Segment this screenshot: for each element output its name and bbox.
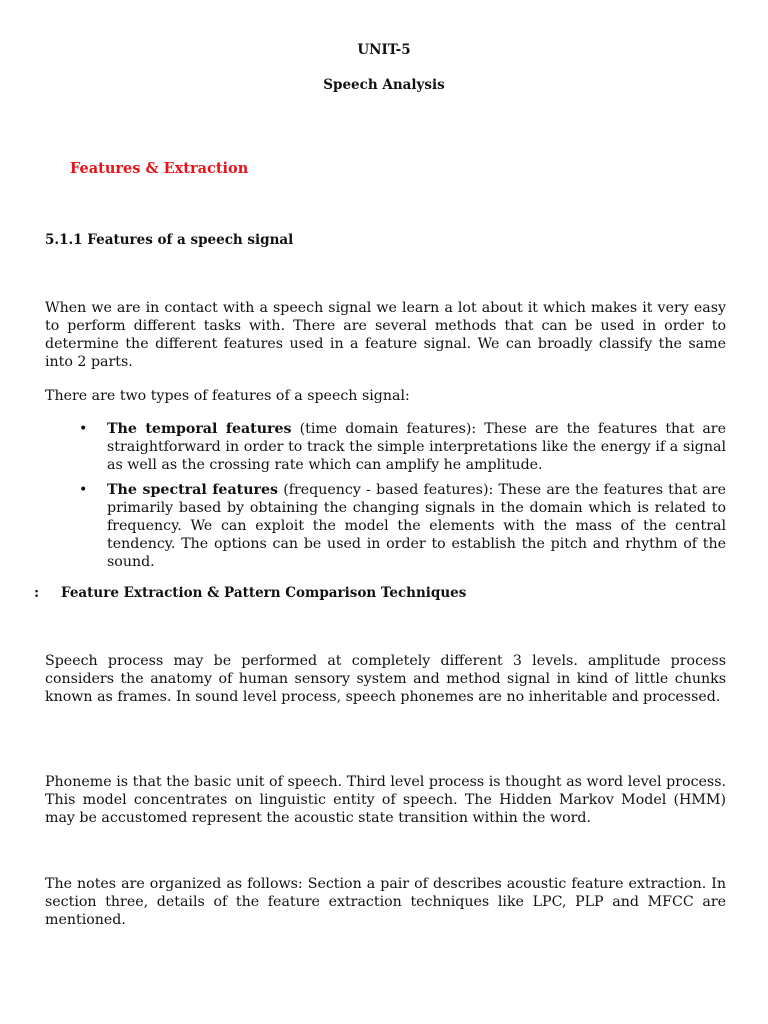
- section-title: Features & Extraction: [70, 160, 249, 177]
- bullet-icon: •: [79, 482, 88, 498]
- subject-title: Speech Analysis: [323, 77, 445, 93]
- levels-paragraph: Speech process may be performed at completely different 3 levels. amplitude process considers the anatomy of human sensory system and method signal in kind of little chunks known as frames. In sound level process, speech phonemes are no inheritable and processed.: [45, 653, 726, 705]
- intro-paragraph: When we are in contact with a speech signal we learn a lot about it which makes it very easy to perform different tasks with. There are several methods that can be used in order to determine the different features used in a feature signal. We can broadly classify the same into 2 parts.: [45, 300, 726, 370]
- unit-title: UNIT-5: [357, 42, 411, 58]
- stray-marker: :: [34, 585, 40, 601]
- subsection2-title: Feature Extraction & Pattern Comparison Techniques: [61, 585, 467, 601]
- list-item: [45, 481, 726, 571]
- feature-types-list: [45, 420, 726, 578]
- list-item: [45, 420, 726, 474]
- bullet-icon: •: [79, 421, 88, 437]
- phoneme-paragraph: Phoneme is that the basic unit of speech. Third level process is thought as word level process. This model concentrates on linguistic entity of speech. The Hidden Markov Model (HMM) may be accustomed represent the acoustic state transition within the word.: [45, 774, 726, 826]
- subsection-title: 5.1.1 Features of a speech signal: [45, 232, 294, 248]
- types-intro-paragraph: There are two types of features of a speech signal:: [45, 388, 410, 404]
- bullet-text: (frequency - based features): These are the features that are primarily based by obtaining the changing signals in the domain which is related to frequency. We can exploit the model the elements with the mass of the central tendency. The options can be used in order to establish the pitch and rhythm of the sound.: [107, 482, 727, 570]
- bullet-term: The spectral features: [107, 482, 279, 498]
- bullet-text: (time domain features): These are the features that are straightforward in order to track the simple interpretations like the energy if a signal as well as the crossing rate which can amplify he amplitude.: [107, 421, 726, 473]
- notes-paragraph: The notes are organized as follows: Section a pair of describes acoustic feature extraction. In section three, details of the feature extraction techniques like LPC, PLP and MFCC are mentioned.: [45, 876, 726, 928]
- bullet-term: The temporal features: [107, 421, 292, 437]
